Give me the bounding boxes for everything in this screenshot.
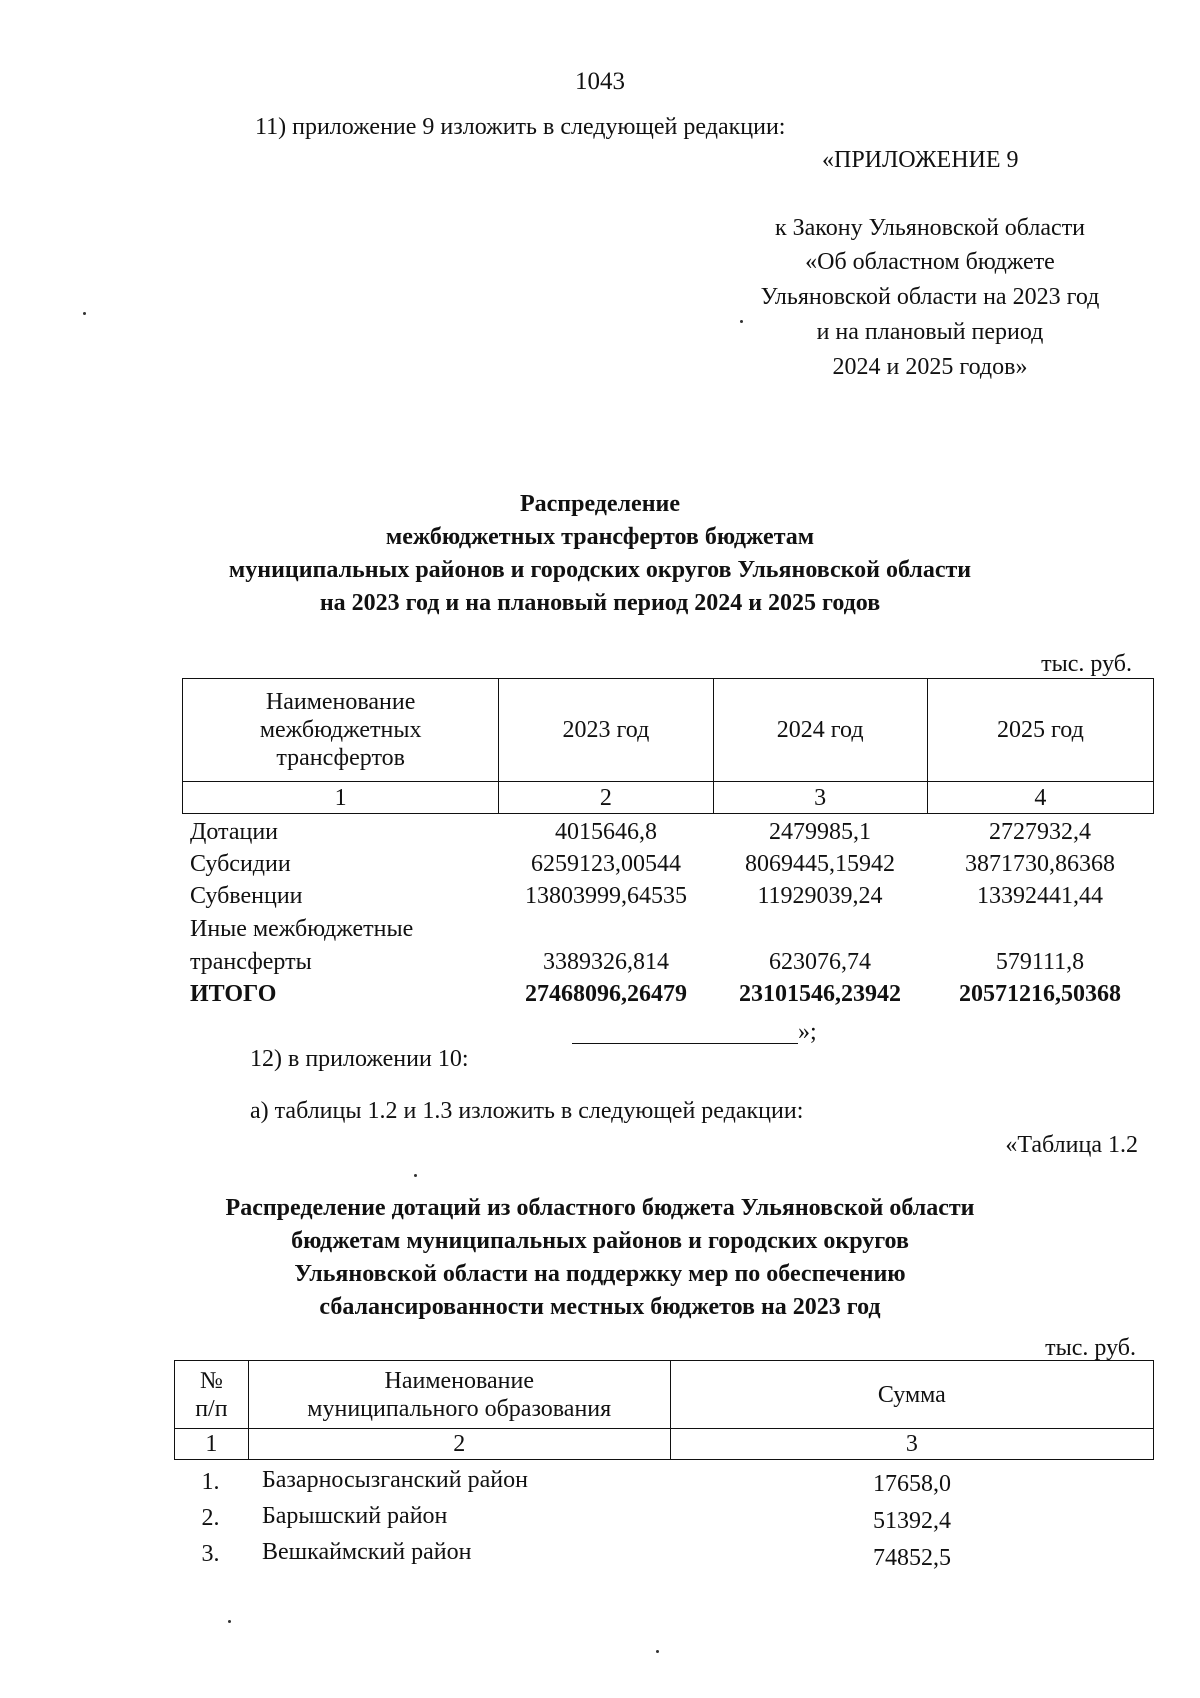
value-2025: 579111,8 [995,949,1085,975]
row-number: 2. [201,1505,220,1531]
total-label: ИТОГО [190,981,277,1007]
col-number: 3 [713,782,927,814]
col-number: 1 [183,782,499,814]
row-name: Субсидии [190,851,291,877]
appendix-line: Ульяновской области на 2023 год [760,284,1100,310]
header-2023: 2023 год [499,679,713,782]
header-sum: Сумма [670,1361,1153,1429]
subsidy-table-header [174,1360,1154,1460]
value-2023: 4015646,8 [555,819,657,845]
title-line: Ульяновской области на поддержку мер по обеспечению [294,1261,906,1287]
header-2025: 2025 год [927,679,1153,782]
row-name: Иные межбюджетные [190,916,414,942]
title-line: Распределение [519,491,681,517]
value-2024: 8069445,15942 [745,851,895,877]
value-2023: 13803999,64535 [525,883,687,909]
municipality-name: Базарносызганский район [262,1467,528,1493]
header-number: № п/п [175,1361,249,1429]
title-line: муниципальных районов и городских округов Ульяновской области [228,557,972,583]
page-number: 1043 [575,68,625,95]
scan-speck [740,320,743,323]
appendix-line: к Закону Ульяновской области [774,215,1086,241]
total-2024: 23101546,23942 [739,981,901,1007]
row-name: Дотации [190,819,279,845]
value-2023: 6259123,00544 [531,851,681,877]
value-2024: 2479985,1 [769,819,871,845]
scan-speck [656,1650,659,1653]
col-number: 2 [499,782,713,814]
scan-speck [414,1174,417,1177]
sum-value: 74852,5 [873,1545,951,1571]
header-transfer-name: Наименование межбюджетных трансфертов [183,679,499,782]
appendix-line: 2024 и 2025 годов» [832,354,1028,380]
appendix-label: «ПРИЛОЖЕНИЕ 9 [822,147,1019,173]
row-number: 3. [201,1541,220,1567]
transfers-table-header [182,678,1154,814]
value-2025: 13392441,44 [977,883,1103,909]
title-line: сбалансированности местных бюджетов на 2023 год [319,1294,881,1320]
col-number: 3 [670,1429,1153,1460]
total-2025: 20571216,50368 [959,981,1121,1007]
scan-speck [83,312,86,315]
units-label: тыс. руб. [1045,1335,1136,1361]
appendix-line: «Об областном бюджете [805,249,1055,275]
municipality-name: Вешкаймский район [262,1539,472,1565]
value-2024: 623076,74 [769,949,871,975]
sum-value: 17658,0 [873,1471,951,1497]
intro-item: 11) приложение 9 изложить в следующей редакции: [255,114,786,140]
total-2023: 27468096,26479 [525,981,687,1007]
col-number: 4 [927,782,1153,814]
row-name: Субвенции [190,883,303,909]
item-12a: а) таблицы 1.2 и 1.3 изложить в следующей редакции: [250,1098,804,1124]
title-line: межбюджетных трансфертов бюджетам [385,524,815,550]
scan-speck [228,1620,231,1623]
value-2025: 3871730,86368 [965,851,1115,877]
units-label: тыс. руб. [1041,651,1132,677]
col-number: 2 [248,1429,670,1460]
value-2025: 2727932,4 [989,819,1091,845]
closing-underline [572,1043,798,1044]
closing-mark: »; [798,1019,817,1045]
title-line: Распределение дотаций из областного бюджета Ульяновской области [225,1195,975,1221]
item-12: 12) в приложении 10: [250,1046,469,1072]
sum-value: 51392,4 [873,1508,951,1534]
title-line: на 2023 год и на плановый период 2024 и 2025 годов [319,590,881,616]
col-number: 1 [175,1429,249,1460]
title-line: бюджетам муниципальных районов и городских округов [291,1228,909,1254]
appendix-line: и на плановый период [816,319,1044,345]
municipality-name: Барышский район [262,1503,448,1529]
value-2023: 3389326,814 [543,949,669,975]
row-name: трансферты [190,949,312,975]
header-2024: 2024 год [713,679,927,782]
row-number: 1. [201,1469,220,1495]
header-municipality: Наименование муниципального образования [248,1361,670,1429]
table-label: «Таблица 1.2 [1005,1132,1138,1158]
value-2024: 11929039,24 [757,883,883,909]
